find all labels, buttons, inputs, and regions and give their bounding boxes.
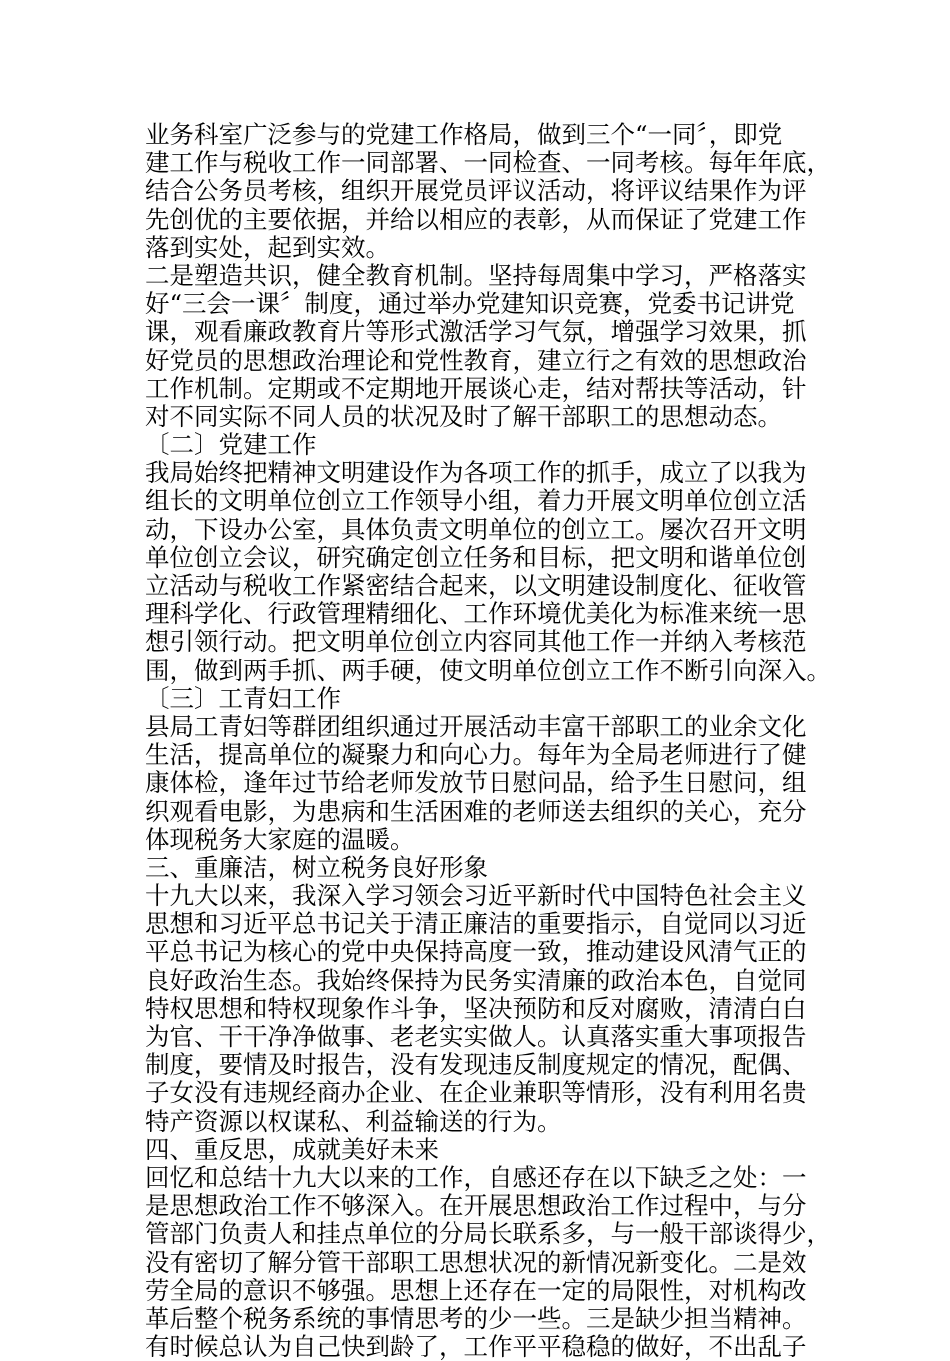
text-line: 好“三会一课〞制度，通过举办党建知识竞赛，党委书记讲党 (145, 289, 795, 319)
text-line: 组长的文明单位创立工作领导小组，着力开展文明单位创立活 (145, 486, 807, 516)
text-line: 特权思想和特权现象作斗争，坚决预防和反对腐败，清清白白 (145, 993, 807, 1023)
text-line: 生活，提高单位的凝聚力和向心力。每年为全局老师进行了健 (145, 740, 807, 770)
text-line: 四、重反思，成就美好未来 (145, 1134, 439, 1164)
text-line: 十九大以来，我深入学习领会习近平新时代中国特色社会主义 (145, 881, 807, 911)
text-line: 理科学化、行政管理精细化、工作环境优美化为标准来统一思 (145, 599, 807, 629)
text-line: 良好政治生态。我始终保持为民务实清廉的政治本色，自觉同 (145, 965, 807, 995)
text-line: 县局工青妇等群团组织通过开展活动丰富干部职工的业余文化 (145, 711, 807, 741)
text-line: 三、重廉洁，树立税务良好形象 (145, 852, 488, 882)
text-line: 为官、干干净净做事、老老实实做人。认真落实重大事项报告 (145, 1022, 807, 1051)
text-line: 体现税务大家庭的温暖。 (145, 824, 415, 854)
text-line: 织观看电影，为患病和生活困难的老师送去组织的关心，充分 (145, 796, 807, 826)
text-line: 平总书记为核心的党中央保持高度一致，推动建设风清气正的 (145, 937, 807, 967)
text-line: 子女没有违规经商办企业、在企业兼职等情形，没有利用名贵 (145, 1078, 807, 1108)
text-line: 课，观看廉政教育片等形式激活学习气氛，增强学习效果，抓 (145, 317, 807, 347)
text-line: 工作机制。定期或不定期地开展谈心走，结对帮扶等活动，针 (145, 373, 807, 403)
text-line: 好党员的思想政治理论和党性教育，建立行之有效的思想政治 (145, 345, 807, 375)
text-line: 革后整个税务系统的事情思考的少一些。三是缺少担当精神。 (145, 1303, 807, 1333)
text-line: 结合公务员考核，组织开展党员评议活动，将评议结果作为评 (145, 176, 807, 206)
text-line: 建工作与税收工作一同部署、一同检查、一同考核。每年年底， (145, 148, 831, 178)
text-line: 我局始终把精神文明建设作为各项工作的抓手，成立了以我为 (145, 458, 807, 488)
text-line: 有时候总认为自己快到龄了，工作平平稳稳的做好，不出乱子 (145, 1332, 807, 1361)
text-line: 回忆和总结十九大以来的工作，自感还存在以下缺乏之处：一 (145, 1162, 807, 1192)
text-line: 特产资源以权谋私、利益输送的行为。 (145, 1106, 562, 1136)
text-line: 围，做到两手抓、两手硬，使文明单位创立工作不断引向深入。 (145, 655, 831, 685)
text-line: 单位创立会议，研究确定创立任务和目标，把文明和谐单位创 (145, 542, 807, 572)
text-line: 对不同实际不同人员的状况及时了解干部职工的思想动态。 (145, 401, 782, 431)
text-line: 〔二〕党建工作 (145, 430, 317, 460)
text-line: 二是塑造共识，健全教育机制。坚持每周集中学习，严格落实 (145, 260, 807, 290)
document-page (145, 121, 830, 1361)
text-line: 制度，要情及时报告，没有发现违反制度规定的情况，配偶、 (145, 1050, 807, 1080)
text-line: 思想和习近平总书记关于清正廉洁的重要指示，自觉同以习近 (145, 909, 807, 939)
text-line: 没有密切了解分管干部职工思想状况的新情况新变化。二是效 (145, 1247, 807, 1277)
text-line: 〔三〕工青妇工作 (145, 683, 341, 713)
text-line: 先创优的主要依据，并给以相应的表彰，从而保证了党建工作 (145, 204, 807, 234)
text-line: 业务科室广泛参与的党建工作格局，做到三个“一同〞，即党 (145, 120, 783, 149)
text-line: 落到实处，起到实效。 (145, 232, 390, 262)
text-line: 康体检，逢年过节给老师发放节日慰问品，给予生日慰问，组 (145, 768, 807, 798)
text-line: 劳全局的意识不够强。思想上还存在一定的局限性，对机构改 (145, 1275, 807, 1305)
text-line: 是思想政治工作不够深入。在开展思想政治工作过程中，与分 (145, 1191, 807, 1221)
text-line: 想引领行动。把文明单位创立内容同其他工作一并纳入考核范 (145, 627, 807, 657)
text-line: 立活动与税收工作紧密结合起来，以文明建设制度化、征收管 (145, 571, 807, 600)
text-line: 管部门负责人和挂点单位的分局长联系多，与一般干部谈得少， (145, 1219, 831, 1249)
text-line: 动，下设办公室，具体负责文明单位的创立工。屡次召开文明 (145, 514, 807, 544)
